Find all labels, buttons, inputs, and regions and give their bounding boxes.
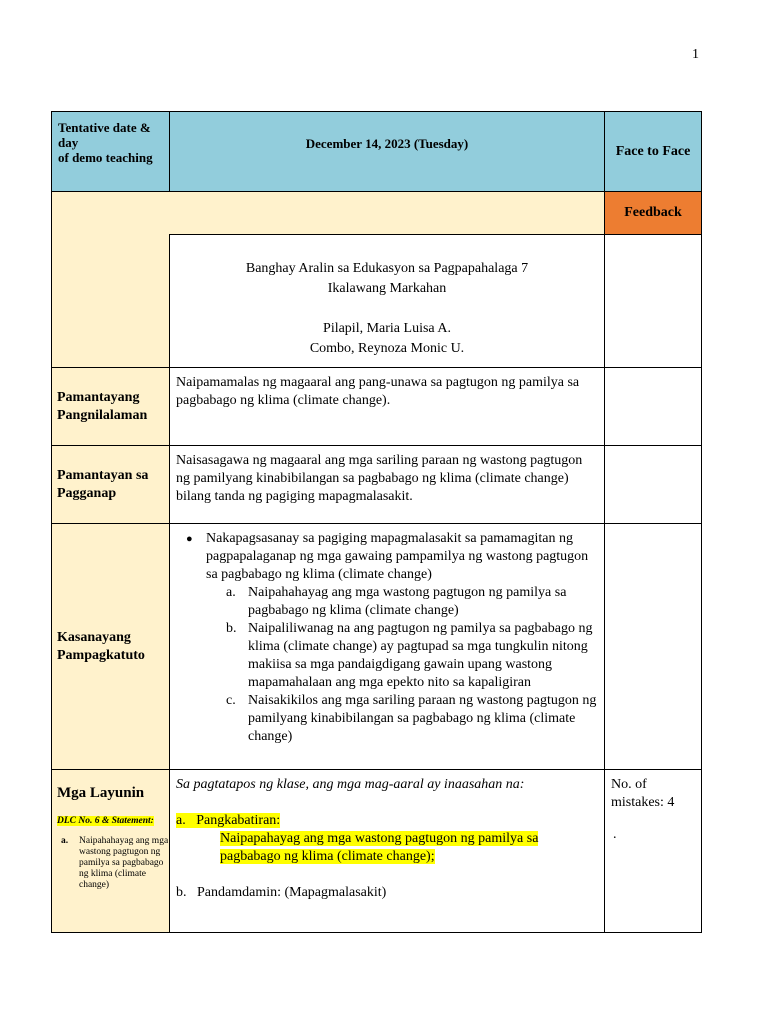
- row-pagganap: [52, 446, 702, 524]
- competency-item-b-text: Naipaliliwanag na ang pagtugon ng pamilya sa pagbabago ng klima (climate change) ay pagtupad sa mga tungkulin nitong makiisa sa mga pandaigdigang gawain upang wastong mapamahalaan ang mga epekto nito sa kapaligiran: [248, 621, 593, 690]
- competency-item-b: [226, 620, 598, 692]
- label-pagganap: [52, 446, 170, 524]
- objective-a-header: [176, 813, 280, 828]
- feedback-header: Feedback: [605, 192, 702, 235]
- text-kasanayan: [170, 524, 605, 770]
- label-pagganap-2: Pagganap: [57, 485, 117, 501]
- objective-b-label: Pandamdamin: (Mapagmalasakit): [197, 885, 387, 900]
- row-kasanayan: [52, 524, 702, 770]
- tentative-date-label: [52, 112, 170, 192]
- label-pangnilalaman: [52, 368, 170, 446]
- label-layunin-cell: [52, 770, 170, 933]
- dlc-label-text: DLC No. 6 & Statement:: [57, 816, 154, 826]
- objective-a-marker: a.: [176, 813, 186, 828]
- dlc-label: [57, 812, 169, 830]
- header-row: [52, 112, 702, 192]
- label-pangnilalaman-1: Pamantayang: [57, 389, 140, 405]
- tentative-line1: Tentative date &: [58, 120, 151, 135]
- label-kasanayan: [52, 524, 170, 770]
- feedback-pangnilalaman: [605, 368, 702, 446]
- objectives-intro: Sa pagtatapos ng klase, ang mga mag-aaral ay inaasahan na:: [176, 777, 525, 792]
- title-block: [170, 235, 605, 368]
- title-row: [52, 235, 702, 368]
- author-2: Combo, Reynoza Monic U.: [309, 341, 465, 356]
- objective-a: [176, 812, 598, 866]
- lesson-plan-table: [51, 111, 702, 933]
- competency-list: [180, 530, 598, 746]
- feedback-header-row: [52, 192, 702, 235]
- competency-text: Nakapagsasanay sa pagiging mapagmalasakit sa pamamagitan ng pagpapalaganap ng mga gawaing pampamilya ng wastong pagtugon sa pagbabago ng klima (climate change): [206, 531, 589, 582]
- cream-band: [52, 192, 605, 235]
- row-layunin: [52, 770, 702, 933]
- label-kasanayan-1: Kasanayang: [57, 629, 131, 645]
- label-pagganap-1: Pamantayan sa: [57, 467, 149, 483]
- label-kasanayan-2: Pampagkatuto: [57, 647, 145, 663]
- author-1: Pilapil, Maria Luisa A.: [323, 321, 451, 336]
- feedback-dot: .: [613, 827, 617, 842]
- mistakes-count: No. of mistakes: 4: [611, 777, 675, 810]
- marker-a: a.: [226, 585, 236, 600]
- competency-sublist: [206, 584, 598, 746]
- label-pangnilalaman-2: Pangnilalaman: [57, 407, 148, 423]
- quarter-label: Ikalawang Markahan: [327, 281, 447, 296]
- dlc-marker: a.: [61, 836, 69, 846]
- dlc-text: Naipahahayag ang mga wastong pagtugon ng pamilya sa pagbabago ng klima (climate change): [79, 836, 169, 890]
- text-pangnilalaman: Naipamamalas ng magaaral ang pang-unawa sa pagtugon ng pamilya sa pagbabago ng klima (climate change).: [170, 368, 605, 446]
- dlc-item: [57, 836, 169, 891]
- competency-item-c: [226, 692, 598, 746]
- text-pagganap: Naisasagawa ng magaaral ang mga sariling paraan ng wastong pagtugon ng pamilyang kinabibilangan sa pagbabago ng klima (climate change) bilang tanda ng pagiging mapagmalasakit.: [170, 446, 605, 524]
- title-row-label-cell: [52, 235, 170, 368]
- feedback-kasanayan: [605, 524, 702, 770]
- text-layunin: [170, 770, 605, 933]
- objective-b-marker: b.: [176, 885, 187, 900]
- feedback-layunin: [605, 770, 702, 933]
- title-feedback-cell: [605, 235, 702, 368]
- objective-a-text: Naipapahayag ang mga wastong pagtugon ng pamilya sa pagbabago ng klima (climate change);: [220, 831, 539, 864]
- marker-c: c.: [226, 693, 236, 708]
- delivery-mode: Face to Face: [605, 112, 702, 192]
- page-number: 1: [692, 47, 699, 62]
- tentative-line2: day: [58, 135, 79, 150]
- objective-a-body: [176, 830, 598, 866]
- competency-item-c-text: Naisakikilos ang mga sariling paraan ng wastong pagtugon ng pamilyang kinabibilangan sa pagbabago ng klima (climate change): [248, 693, 597, 744]
- lesson-plan-title: Banghay Aralin sa Edukasyon sa Pagpapahalaga 7: [245, 261, 529, 276]
- row-pangnilalaman: [52, 368, 702, 446]
- demo-date: December 14, 2023 (Tuesday): [170, 112, 605, 192]
- objective-a-label: Pangkabatiran:: [196, 813, 281, 828]
- tentative-line3: of demo teaching: [58, 150, 153, 165]
- competency-bullet: [206, 530, 598, 746]
- competency-item-a-text: Naipahahayag ang mga wastong pagtugon ng pamilya sa pagbabago ng klima (climate change): [248, 585, 567, 618]
- objective-b: [176, 884, 598, 902]
- label-layunin: Mga Layunin: [57, 785, 145, 801]
- marker-b: b.: [226, 621, 237, 636]
- competency-item-a: [226, 584, 598, 620]
- feedback-pagganap: [605, 446, 702, 524]
